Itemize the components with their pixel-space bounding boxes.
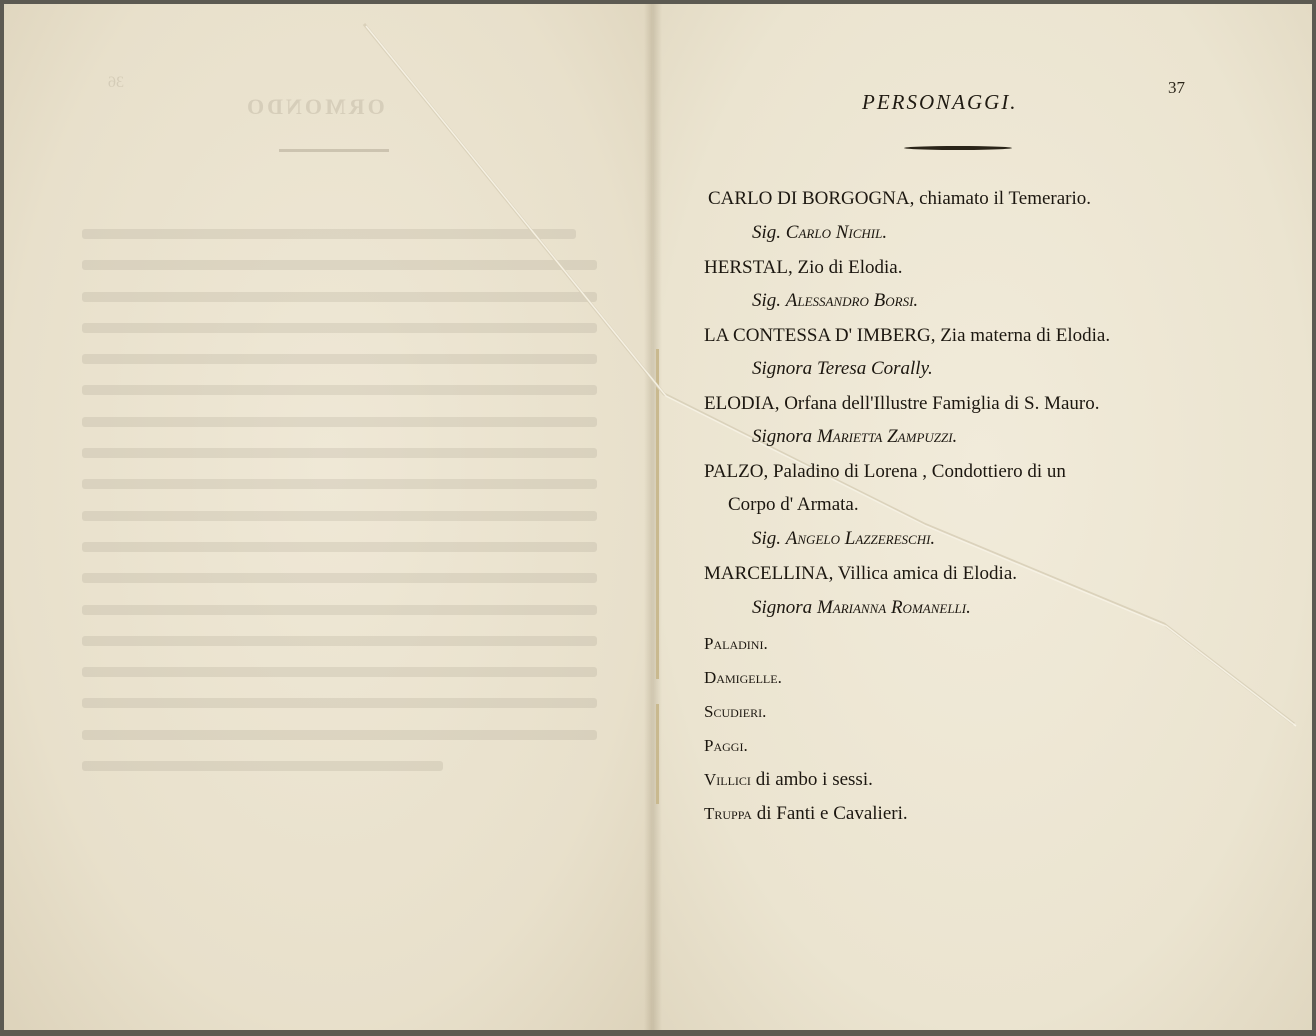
character-line [704, 257, 903, 279]
actor-line [752, 358, 933, 380]
character-name: CARLO DI BORGOGNA [708, 188, 910, 209]
actor-name: Marianna Romanelli. [816, 597, 971, 618]
extras-line [704, 769, 873, 791]
character-description: , chiamato il Temerario. [909, 188, 1092, 209]
character-line [704, 563, 1017, 585]
actor-prefix: Signora [752, 358, 813, 379]
character-description: , Paladino di Lorena , Condottiero di un [763, 461, 1066, 482]
open-book [4, 4, 1312, 1030]
actor-line [752, 528, 935, 550]
character-name: LA CONTESSA D' IMBERG [704, 325, 931, 346]
bleed-through-rule [279, 149, 389, 152]
character-description: , Orfana dell'Illustre Famiglia di S. Mauro. [774, 393, 1100, 414]
extras-name: Damigelle. [704, 668, 782, 687]
right-page [652, 4, 1312, 1030]
actor-line [752, 597, 971, 619]
actor-prefix: Signora [752, 426, 813, 447]
bleed-through-text [82, 229, 597, 792]
actor-line [752, 290, 918, 312]
actor-name: Angelo Lazzereschi. [785, 528, 936, 549]
extras-detail: di Fanti e Cavalieri. [751, 803, 908, 824]
extras-line [704, 701, 766, 723]
extras-detail: di ambo i sessi. [750, 769, 873, 790]
bleed-through-title: ORMONDO [244, 94, 385, 119]
character-description: , Zio di Elodia. [787, 257, 903, 278]
bleed-through-page-number: 36 [108, 74, 124, 91]
actor-name: Carlo Nichil. [785, 222, 888, 243]
character-line [704, 393, 1099, 415]
extras-name: Paggi. [704, 736, 748, 755]
actor-prefix: Sig. [752, 222, 782, 243]
page-heading: PERSONAGGI. [862, 90, 1018, 114]
actor-name: Alessandro Borsi. [785, 290, 919, 311]
actor-line [752, 222, 887, 244]
heading-rule [904, 146, 1012, 150]
character-name: HERSTAL [704, 257, 788, 278]
character-line [704, 461, 1066, 483]
character-line [708, 188, 1091, 210]
actor-prefix: Sig. [752, 290, 782, 311]
extras-line [704, 735, 748, 757]
left-page [4, 4, 652, 1030]
extras-name: Paladini. [704, 634, 768, 653]
book-spine [644, 4, 662, 1030]
character-description: , Zia materna di Elodia. [930, 325, 1111, 346]
actor-line [752, 426, 957, 448]
character-description: , Villica amica di Elodia. [828, 563, 1018, 584]
character-name: PALZO [704, 461, 764, 482]
extras-name: Scudieri. [704, 702, 767, 721]
actor-prefix: Signora [752, 597, 813, 618]
character-description-continued: Corpo d' Armata. [728, 494, 859, 515]
character-line [704, 325, 1110, 347]
page-number: 37 [1168, 78, 1185, 97]
actor-prefix: Sig. [752, 528, 782, 549]
extras-name: Truppa [704, 804, 752, 823]
extras-line [704, 803, 908, 825]
binding-thread [656, 704, 659, 804]
extras-name: Villici [704, 770, 751, 789]
character-name: ELODIA [704, 393, 775, 414]
actor-name: Marietta Zampuzzi. [816, 426, 958, 447]
extras-line [704, 633, 768, 655]
actor-name: Teresa Corally. [816, 358, 933, 379]
character-name: MARCELLINA [704, 563, 829, 584]
binding-thread [656, 349, 659, 679]
extras-line [704, 667, 782, 689]
